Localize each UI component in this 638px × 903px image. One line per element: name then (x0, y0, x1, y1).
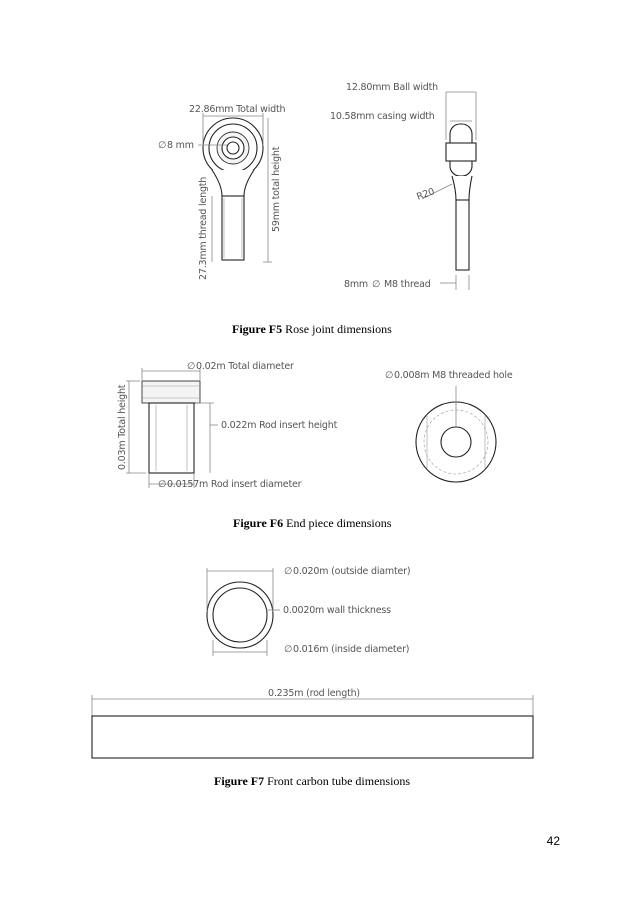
thread-length-label: 27.3mm thread length (198, 176, 209, 280)
f6-insert-diameter-label: 0.0157m Rod insert diameter (167, 479, 302, 490)
f6-insert-diameter-symbol: ∅ (158, 479, 167, 490)
f6-threaded-hole-symbol: ∅ (385, 370, 394, 381)
f6-threaded-hole-label: 0.008m M8 threaded hole (394, 370, 513, 381)
f7-wall-thickness-label: 0.0020m wall thickness (283, 605, 391, 616)
figure-f7-caption (214, 774, 410, 789)
page-number: 42 (546, 834, 560, 848)
f6-total-height-label: 0.03m Total height (117, 384, 128, 470)
thread-dia-label: 8mm (344, 279, 368, 290)
casing-width-label: 10.58mm casing width (330, 111, 435, 122)
f7-outside-diameter-symbol: ∅ (284, 566, 293, 577)
f7-outside-diameter-label: 0.020m (outside diamter) (293, 566, 411, 577)
carbon-tube-side-view (92, 716, 533, 758)
total-height-label: 59mm total height (271, 146, 282, 232)
f7-rod-length-label: 0.235m (rod length) (268, 688, 360, 699)
f7-inside-diameter-label: 0.016m (inside diameter) (293, 644, 410, 655)
hole-diameter-label: 8 mm (167, 140, 194, 151)
f6-total-diameter-label: 0.02m Total diameter (196, 361, 294, 372)
figure-f5-caption-text: Rose joint dimensions (282, 322, 392, 336)
f6-insert-height-label: 0.022m Rod insert height (221, 420, 338, 431)
thread-spec-label: M8 thread (384, 279, 431, 290)
radius-label: R20 (415, 186, 437, 203)
f6-total-diameter-symbol: ∅ (187, 361, 196, 372)
diameter-symbol: ∅ (158, 140, 167, 151)
thread-diameter-symbol: ∅ (372, 279, 381, 290)
total-width-label: 22.86mm Total width (189, 104, 286, 115)
tube-cross-section (207, 582, 273, 648)
figure-f6-caption-text: End piece dimensions (283, 516, 392, 530)
figure-f5-number: Figure F5 (232, 322, 283, 336)
f7-inside-diameter-symbol: ∅ (284, 644, 293, 655)
figure-f6-number: Figure F6 (233, 516, 284, 530)
ball-width-label: 12.80mm Ball width (346, 82, 438, 93)
figure-f7-caption-text: Front carbon tube dimensions (264, 774, 411, 788)
figure-f7-number: Figure F7 (214, 774, 265, 788)
